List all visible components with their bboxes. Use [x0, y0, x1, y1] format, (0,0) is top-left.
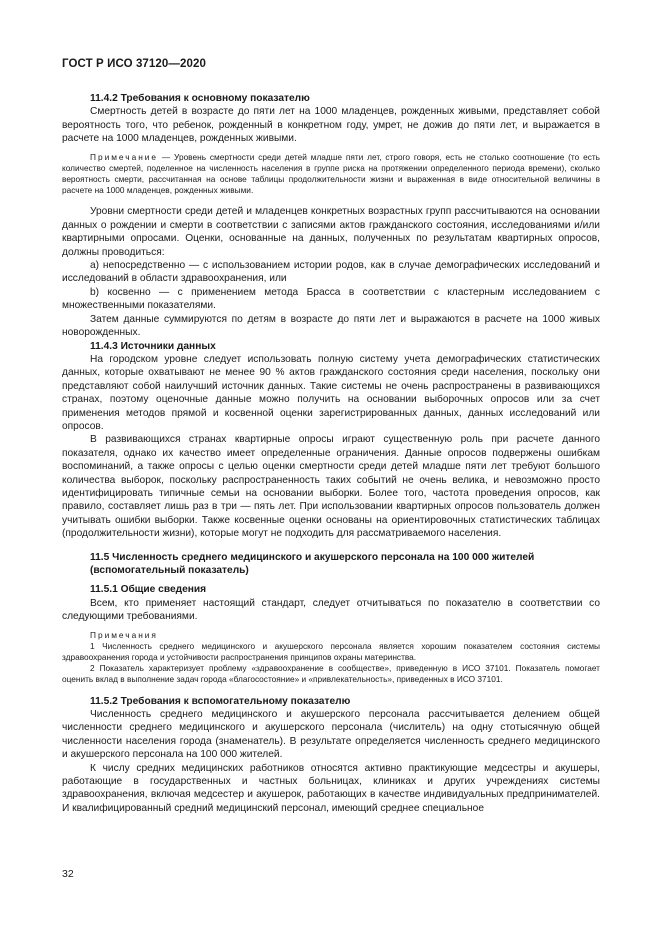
note — [62, 152, 600, 197]
paragraph: В развивающихся странах квартирные опросы играют существенную роль при расчете данного показателя, однако их качество имеет определенные ограничения. Данные опросов подвержены ошибкам воспоминаний, а также опросы с целью оценки смертности среди детей младше пяти лет требуют большого количества выборок, поскольку распространенность таких событий не очень велика, и невозможно просто идентифицировать типичные семьи на основании выборки. Более того, частота проведения опросов, как правило, составляет лишь раз в три — пять лет. При использовании квартирных опросов пользователь должен учитывать ошибки выборки. Также косвенные оценки основаны на ориентировочных статистических таблицах (продолжительности жизни), которые могут не подходить для рассматриваемого населения. — [62, 434, 600, 540]
page-number: 32 — [62, 868, 74, 880]
note-item: 2 Показатель характеризует проблему «здравоохранение в сообществе», приведенную в ИСО 37101. Показатель помогает оценить вклад в выполнение задач города «благосостояние» и «привлекательность», приведенных в ИСО 37101. — [62, 663, 600, 685]
note-text: — Уровень смертности среди детей младше пяти лет, строго говоря, есть не столько соотношение (то есть количество смертей, поделенное на численность населения в группе риска на протяжении определенного периода времени), сколько вероятность смерти, рассчитанная на основе таблицы продолжительности жизни и выраженная в виде относительной величины в расчете на 1000 младенцев, рожденных живыми. — [62, 151, 600, 196]
page-content — [62, 92, 600, 815]
notes-label: Примечания — [90, 629, 158, 640]
note-label: Примечание — [90, 151, 159, 162]
section-heading-11-5-2: 11.5.2 Требования к вспомогательному показателю — [90, 695, 351, 707]
paragraph: Затем данные суммируются по детям в возрасте до пяти лет и выражаются в расчете на 1000 живых новорожденных. — [62, 313, 600, 339]
section-heading-11-4-3: 11.4.3 Источники данных — [90, 340, 216, 352]
paragraph: Численность среднего медицинского и акушерского персонала рассчитывается делением общей численности среднего медицинского и акушерского персонала (числитель) на одну стотысячную общей численности населения города (знаменатель). В результате определяется численность среднего медицинского и акушерского персонала на 100 000 жителей. — [62, 709, 600, 761]
section-heading-11-5-1: 11.5.1 Общие сведения — [90, 584, 207, 596]
paragraph: Уровни смертности среди детей и младенцев конкретных возрастных групп рассчитываются на основании данных о рождении и смерти в соответствии с записями актов гражданского состояния, исследованиями и/или квартирными опросами. Оценки, основанные на данных, полученных по результатам квартирных опросов, должны проводиться: — [62, 206, 600, 258]
document-code-header: ГОСТ Р ИСО 37120—2020 — [62, 58, 207, 70]
note-item: 1 Численность среднего медицинского и акушерского персонала является хорошим показателем состояния системы здравоохранения города и устойчивости распространения принципов охраны материнства. — [62, 640, 600, 663]
paragraph: К числу средних медицинских работников относятся активно практикующие медсестры и акушеры, работающие в государственных и частных больницах, клиниках и других учреждениях системы здравоохранения, включая медсестер и акушерок, работающих в качестве индивидуальных предпринимателей. И квалифицированный средний медицинский персонал, имеющий среднее специальное — [62, 762, 600, 814]
section-heading-11-4-2: 11.4.2 Требования к основному показателю — [90, 93, 310, 104]
paragraph: Смертность детей в возрасте до пяти лет на 1000 младенцев, рожденных живыми, представляет собой вероятность того, что ребенок, рожденный в конкретном году, умрет, не дожив до пяти лет, и выражается в расчете на 1000 младенцев, рожденных живыми. — [62, 106, 600, 145]
list-item-a: a) непосредственно — с использованием истории родов, как в случае демографических исследований и исследований в области здравоохранения, или — [62, 260, 600, 285]
list-item-b: b) косвенно — с применением метода Брасса в соответствии с кластерным исследованием с множественными показателями. — [62, 286, 600, 312]
paragraph: На городском уровне следует использовать полную систему учета демографических статистических данных, которые охватывают не менее 90 % актов гражданского состояния среди населения, поскольку они представляют собой наилучший источник данных. Такие системы не очень распространены в развивающихся странах, поэтому оценочные данные можно получить на основании выборочных опросов или за счет применения методов прямой и косвенной оценки зарегистрированных данных, данных исследований или опросов. — [62, 353, 600, 432]
section-heading-11-5: 11.5 Численность среднего медицинского и акушерского персонала на 100 000 жителей (вспомогательный показатель) — [90, 551, 535, 576]
paragraph: Всем, кто применяет настоящий стандарт, следует отчитываться по показателю в соответствии со следующими требованиями. — [62, 597, 600, 623]
